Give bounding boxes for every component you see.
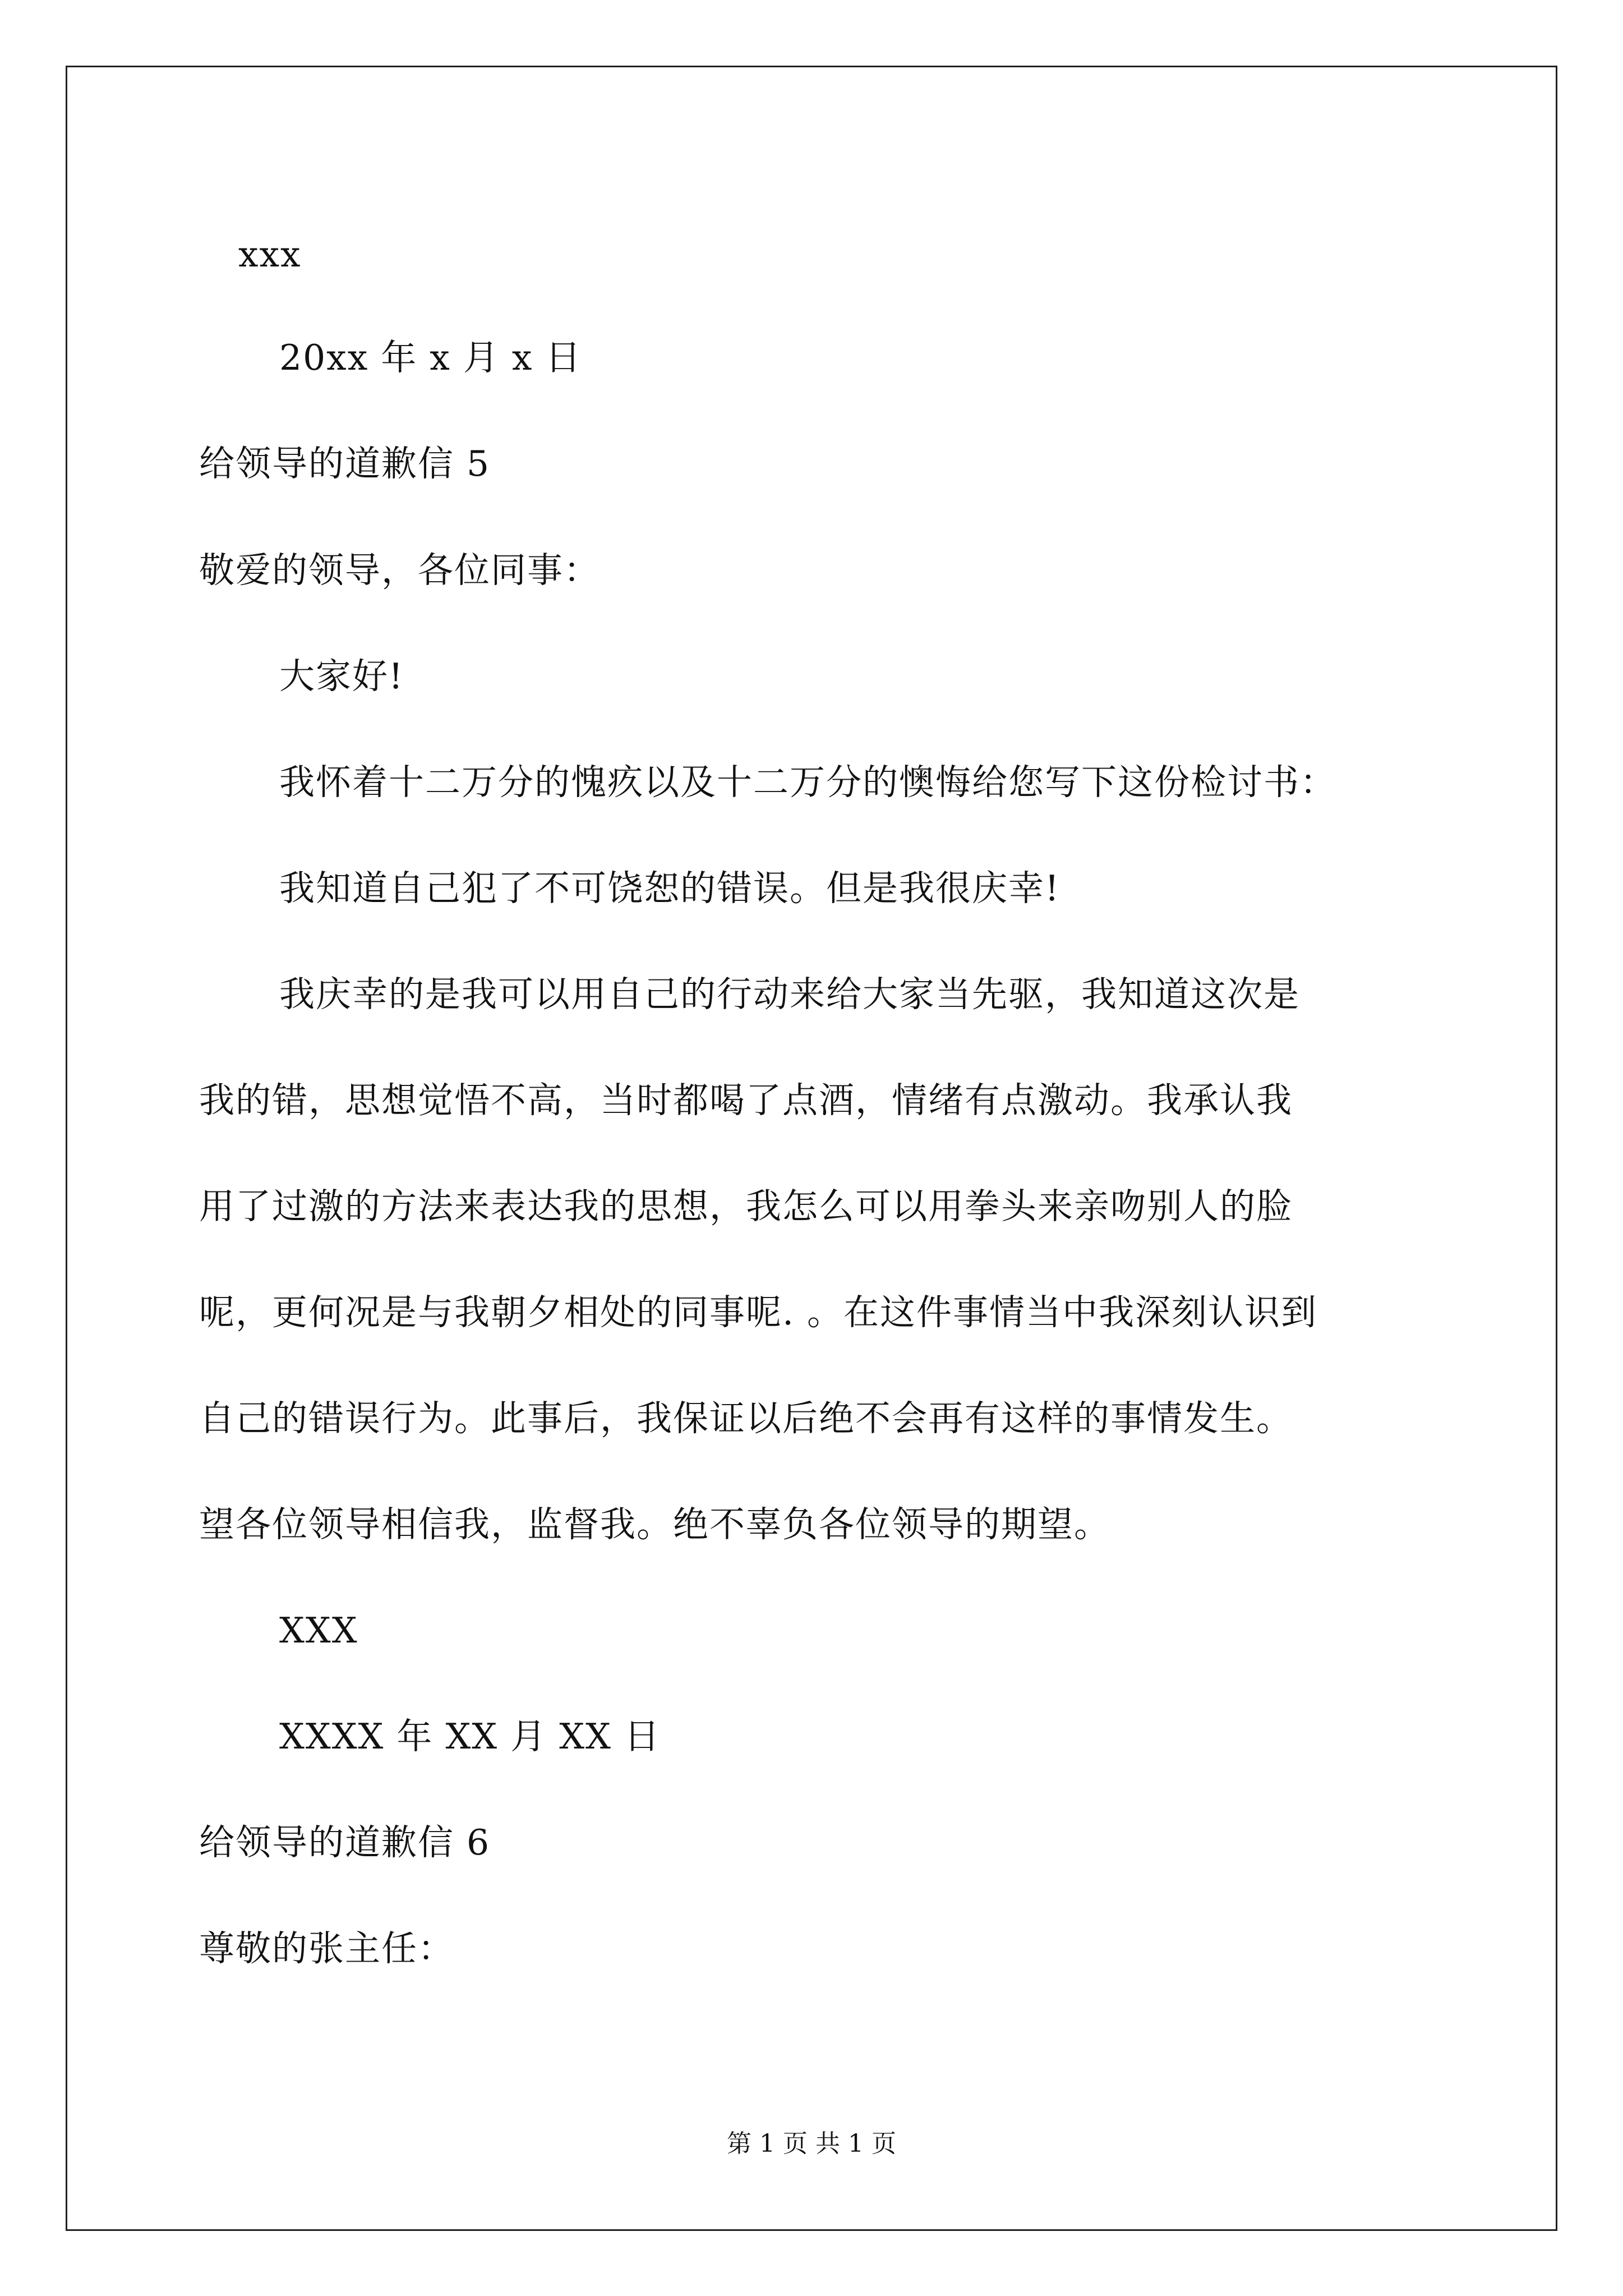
letter5-body-line: 呢，更何况是与我朝夕相处的同事呢. 。在这件事情当中我深刻认识到 (199, 1292, 1318, 1333)
letter5-signature: XXX (279, 1610, 358, 1651)
letter5-body-line: 望各位领导相信我，监督我。绝不辜负各位领导的期望。 (199, 1504, 1110, 1545)
letter5-body-line: 自己的错误行为。此事后，我保证以后绝不会再有这样的事情发生。 (199, 1398, 1293, 1439)
letter5-body-line: 我的错，思想觉悟不高，当时都喝了点酒，情绪有点激动。我承认我 (199, 1080, 1293, 1121)
letter5-body-line: 我怀着十二万分的愧疚以及十二万分的懊悔给您写下这份检讨书： (279, 762, 1336, 803)
letter5-prev-date: 20xx 年 x 月 x 日 (279, 337, 582, 378)
page-border (66, 66, 1557, 2231)
letter5-title: 给领导的道歉信 5 (199, 443, 491, 484)
letter5-body-line: 我知道自己犯了不可饶恕的错误。但是我很庆幸! (279, 868, 1061, 909)
letter5-body-line: 我庆幸的是我可以用自己的行动来给大家当先驱，我知道这次是 (279, 974, 1300, 1015)
letter5-date: XXXX 年 XX 月 XX 日 (279, 1716, 661, 1757)
letter5-salutation: 敬爱的领导，各位同事： (199, 550, 600, 591)
letter5-greeting: 大家好! (279, 656, 404, 697)
letter5-prev-signature: xxx (238, 234, 302, 275)
letter6-salutation: 尊敬的张主任： (199, 1928, 454, 1969)
letter5-body-line: 用了过激的方法来表达我的思想，我怎么可以用拳头来亲吻别人的脸 (199, 1186, 1293, 1227)
page-footer: 第 1 页 共 1 页 (727, 2129, 896, 2158)
letter6-title: 给领导的道歉信 6 (199, 1822, 491, 1863)
